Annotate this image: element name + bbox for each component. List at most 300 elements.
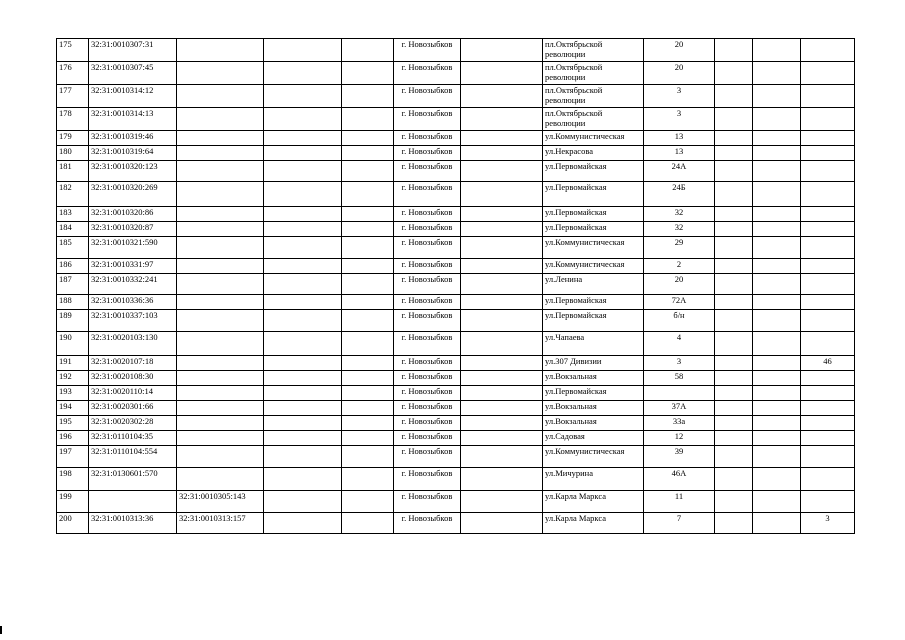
cadastral-number-cell: 32:31:0010320:269	[89, 182, 177, 207]
table-row	[57, 237, 855, 259]
row-number-cell: 175	[57, 39, 89, 62]
street-cell: ул.Чапаева	[543, 332, 644, 356]
empty-cell	[461, 237, 543, 259]
city-cell: г. Новозыбков	[394, 446, 461, 468]
empty-cell	[715, 207, 753, 222]
empty-cell	[753, 85, 801, 108]
city-cell: г. Новозыбков	[394, 222, 461, 237]
secondary-cadastral-number-cell: 32:31:0010313:157	[177, 513, 264, 534]
empty-cell	[461, 85, 543, 108]
apartment-number-cell	[801, 108, 855, 131]
row-number-cell: 184	[57, 222, 89, 237]
empty-cell	[264, 513, 342, 534]
cadastral-number-cell: 32:31:0010332:241	[89, 274, 177, 295]
city-cell: г. Новозыбков	[394, 371, 461, 386]
empty-cell	[715, 274, 753, 295]
street-cell: ул.Некрасова	[543, 146, 644, 161]
table-row	[57, 371, 855, 386]
empty-cell	[264, 108, 342, 131]
house-number-cell: 2	[644, 259, 715, 274]
empty-cell	[264, 371, 342, 386]
empty-cell	[715, 401, 753, 416]
empty-cell	[342, 108, 394, 131]
row-number-cell: 190	[57, 332, 89, 356]
city-cell: г. Новозыбков	[394, 491, 461, 513]
row-number-cell: 191	[57, 356, 89, 371]
empty-cell	[264, 401, 342, 416]
street-cell: ул.Вокзальная	[543, 416, 644, 431]
empty-cell	[715, 386, 753, 401]
empty-cell	[264, 274, 342, 295]
empty-cell	[461, 259, 543, 274]
table-row	[57, 310, 855, 332]
empty-cell	[753, 446, 801, 468]
street-cell: ул.307 Дивизии	[543, 356, 644, 371]
empty-cell	[461, 146, 543, 161]
street-cell: ул.Первомайская	[543, 295, 644, 310]
cadastral-number-cell: 32:31:0010320:86	[89, 207, 177, 222]
row-number-cell: 197	[57, 446, 89, 468]
empty-cell	[342, 356, 394, 371]
row-number-cell: 176	[57, 62, 89, 85]
empty-cell	[715, 491, 753, 513]
table-row	[57, 491, 855, 513]
street-cell: ул.Первомайская	[543, 182, 644, 207]
empty-cell	[461, 182, 543, 207]
table-row	[57, 146, 855, 161]
street-cell: ул.Мичурина	[543, 468, 644, 491]
apartment-number-cell	[801, 207, 855, 222]
registry-table	[56, 38, 855, 534]
row-number-cell: 195	[57, 416, 89, 431]
empty-cell	[461, 513, 543, 534]
empty-cell	[461, 446, 543, 468]
house-number-cell: 20	[644, 62, 715, 85]
empty-cell	[753, 386, 801, 401]
row-number-cell: 193	[57, 386, 89, 401]
house-number-cell: 12	[644, 431, 715, 446]
empty-cell	[342, 146, 394, 161]
city-cell: г. Новозыбков	[394, 108, 461, 131]
empty-cell	[715, 446, 753, 468]
row-number-cell: 186	[57, 259, 89, 274]
secondary-cadastral-number-cell	[177, 85, 264, 108]
empty-cell	[264, 491, 342, 513]
empty-cell	[461, 386, 543, 401]
empty-cell	[461, 468, 543, 491]
empty-cell	[342, 513, 394, 534]
empty-cell	[715, 39, 753, 62]
city-cell: г. Новозыбков	[394, 431, 461, 446]
secondary-cadastral-number-cell	[177, 295, 264, 310]
cadastral-number-cell: 32:31:0020103:130	[89, 332, 177, 356]
empty-cell	[753, 310, 801, 332]
table-row	[57, 85, 855, 108]
table-row	[57, 182, 855, 207]
empty-cell	[461, 222, 543, 237]
apartment-number-cell	[801, 131, 855, 146]
secondary-cadastral-number-cell	[177, 416, 264, 431]
city-cell: г. Новозыбков	[394, 274, 461, 295]
table-row	[57, 222, 855, 237]
cadastral-number-cell: 32:31:0010307:45	[89, 62, 177, 85]
secondary-cadastral-number-cell	[177, 356, 264, 371]
cadastral-number-cell: 32:31:0010313:36	[89, 513, 177, 534]
empty-cell	[264, 62, 342, 85]
empty-cell	[715, 108, 753, 131]
row-number-cell: 185	[57, 237, 89, 259]
empty-cell	[342, 131, 394, 146]
empty-cell	[715, 416, 753, 431]
apartment-number-cell	[801, 446, 855, 468]
house-number-cell: 33а	[644, 416, 715, 431]
apartment-number-cell	[801, 62, 855, 85]
empty-cell	[753, 332, 801, 356]
empty-cell	[753, 161, 801, 182]
empty-cell	[715, 182, 753, 207]
row-number-cell: 199	[57, 491, 89, 513]
apartment-number-cell	[801, 332, 855, 356]
row-number-cell: 192	[57, 371, 89, 386]
street-cell: ул.Первомайская	[543, 310, 644, 332]
house-number-cell: 20	[644, 39, 715, 62]
secondary-cadastral-number-cell	[177, 207, 264, 222]
street-cell: пл.Октябрьской революции	[543, 108, 644, 131]
empty-cell	[461, 161, 543, 182]
row-number-cell: 194	[57, 401, 89, 416]
table-row	[57, 259, 855, 274]
empty-cell	[715, 371, 753, 386]
row-number-cell: 183	[57, 207, 89, 222]
house-number-cell: 3	[644, 356, 715, 371]
table-row	[57, 332, 855, 356]
row-number-cell: 200	[57, 513, 89, 534]
cadastral-number-cell: 32:31:0010320:123	[89, 161, 177, 182]
secondary-cadastral-number-cell	[177, 446, 264, 468]
empty-cell	[753, 259, 801, 274]
table-row	[57, 274, 855, 295]
city-cell: г. Новозыбков	[394, 131, 461, 146]
apartment-number-cell	[801, 310, 855, 332]
cadastral-number-cell: 32:31:0010337:103	[89, 310, 177, 332]
empty-cell	[342, 332, 394, 356]
street-cell: ул.Первомайская	[543, 386, 644, 401]
house-number-cell: 29	[644, 237, 715, 259]
empty-cell	[264, 468, 342, 491]
street-cell: ул.Первомайская	[543, 222, 644, 237]
house-number-cell: 13	[644, 146, 715, 161]
empty-cell	[753, 274, 801, 295]
cadastral-number-cell	[89, 491, 177, 513]
street-cell: ул.Коммунистическая	[543, 446, 644, 468]
house-number-cell: 24Б	[644, 182, 715, 207]
row-number-cell: 187	[57, 274, 89, 295]
house-number-cell: 32	[644, 207, 715, 222]
secondary-cadastral-number-cell	[177, 237, 264, 259]
cadastral-number-cell: 32:31:0020302:28	[89, 416, 177, 431]
empty-cell	[715, 161, 753, 182]
empty-cell	[264, 416, 342, 431]
street-cell: ул.Ленина	[543, 274, 644, 295]
secondary-cadastral-number-cell	[177, 259, 264, 274]
empty-cell	[264, 146, 342, 161]
empty-cell	[715, 332, 753, 356]
cadastral-number-cell: 32:31:0020110:14	[89, 386, 177, 401]
empty-cell	[461, 371, 543, 386]
house-number-cell: 3	[644, 85, 715, 108]
row-number-cell: 178	[57, 108, 89, 131]
house-number-cell: 7	[644, 513, 715, 534]
apartment-number-cell	[801, 431, 855, 446]
table-row	[57, 446, 855, 468]
house-number-cell: 3	[644, 108, 715, 131]
empty-cell	[342, 468, 394, 491]
city-cell: г. Новозыбков	[394, 295, 461, 310]
empty-cell	[461, 274, 543, 295]
house-number-cell: 37А	[644, 401, 715, 416]
house-number-cell: 4	[644, 332, 715, 356]
apartment-number-cell	[801, 274, 855, 295]
house-number-cell: б/н	[644, 310, 715, 332]
empty-cell	[342, 431, 394, 446]
city-cell: г. Новозыбков	[394, 207, 461, 222]
empty-cell	[264, 259, 342, 274]
empty-cell	[753, 131, 801, 146]
apartment-number-cell	[801, 39, 855, 62]
cadastral-number-cell: 32:31:0010319:64	[89, 146, 177, 161]
empty-cell	[715, 222, 753, 237]
secondary-cadastral-number-cell	[177, 131, 264, 146]
empty-cell	[715, 85, 753, 108]
empty-cell	[342, 62, 394, 85]
cadastral-number-cell: 32:31:0010331:97	[89, 259, 177, 274]
city-cell: г. Новозыбков	[394, 182, 461, 207]
secondary-cadastral-number-cell	[177, 468, 264, 491]
table-row	[57, 62, 855, 85]
empty-cell	[753, 207, 801, 222]
apartment-number-cell	[801, 371, 855, 386]
house-number-cell	[644, 386, 715, 401]
empty-cell	[342, 39, 394, 62]
cadastral-number-cell: 32:31:0010320:87	[89, 222, 177, 237]
row-number-cell: 181	[57, 161, 89, 182]
secondary-cadastral-number-cell	[177, 222, 264, 237]
apartment-number-cell	[801, 386, 855, 401]
secondary-cadastral-number-cell: 32:31:0010305:143	[177, 491, 264, 513]
empty-cell	[461, 131, 543, 146]
apartment-number-cell	[801, 222, 855, 237]
house-number-cell: 20	[644, 274, 715, 295]
empty-cell	[342, 401, 394, 416]
street-cell: ул.Коммунистическая	[543, 259, 644, 274]
empty-cell	[715, 356, 753, 371]
empty-cell	[264, 295, 342, 310]
empty-cell	[342, 416, 394, 431]
street-cell: ул.Вокзальная	[543, 371, 644, 386]
house-number-cell: 32	[644, 222, 715, 237]
secondary-cadastral-number-cell	[177, 39, 264, 62]
cadastral-number-cell: 32:31:0020301:66	[89, 401, 177, 416]
empty-cell	[264, 222, 342, 237]
secondary-cadastral-number-cell	[177, 274, 264, 295]
street-cell: ул.Коммунистическая	[543, 131, 644, 146]
cadastral-number-cell: 32:31:0020107:18	[89, 356, 177, 371]
apartment-number-cell	[801, 259, 855, 274]
house-number-cell: 11	[644, 491, 715, 513]
empty-cell	[264, 446, 342, 468]
secondary-cadastral-number-cell	[177, 108, 264, 131]
page-edge-mark	[0, 626, 2, 634]
city-cell: г. Новозыбков	[394, 85, 461, 108]
empty-cell	[461, 491, 543, 513]
empty-cell	[264, 332, 342, 356]
empty-cell	[461, 295, 543, 310]
row-number-cell: 177	[57, 85, 89, 108]
empty-cell	[753, 468, 801, 491]
row-number-cell: 179	[57, 131, 89, 146]
apartment-number-cell	[801, 146, 855, 161]
secondary-cadastral-number-cell	[177, 401, 264, 416]
empty-cell	[715, 310, 753, 332]
city-cell: г. Новозыбков	[394, 62, 461, 85]
table-row	[57, 468, 855, 491]
cadastral-number-cell: 32:31:0130601:570	[89, 468, 177, 491]
city-cell: г. Новозыбков	[394, 39, 461, 62]
city-cell: г. Новозыбков	[394, 356, 461, 371]
apartment-number-cell: 3	[801, 513, 855, 534]
empty-cell	[342, 386, 394, 401]
apartment-number-cell	[801, 491, 855, 513]
empty-cell	[342, 182, 394, 207]
table-row	[57, 131, 855, 146]
secondary-cadastral-number-cell	[177, 386, 264, 401]
apartment-number-cell	[801, 401, 855, 416]
city-cell: г. Новозыбков	[394, 161, 461, 182]
empty-cell	[264, 85, 342, 108]
apartment-number-cell	[801, 182, 855, 207]
table-row	[57, 108, 855, 131]
empty-cell	[461, 207, 543, 222]
empty-cell	[342, 491, 394, 513]
empty-cell	[461, 356, 543, 371]
house-number-cell: 46А	[644, 468, 715, 491]
empty-cell	[342, 222, 394, 237]
table-row	[57, 161, 855, 182]
empty-cell	[715, 146, 753, 161]
empty-cell	[715, 62, 753, 85]
empty-cell	[753, 62, 801, 85]
street-cell: ул.Первомайская	[543, 207, 644, 222]
apartment-number-cell	[801, 85, 855, 108]
street-cell: ул.Коммунистическая	[543, 237, 644, 259]
empty-cell	[753, 513, 801, 534]
street-cell: ул.Карла Маркса	[543, 513, 644, 534]
city-cell: г. Новозыбков	[394, 401, 461, 416]
cadastral-number-cell: 32:31:0110104:35	[89, 431, 177, 446]
street-cell: пл.Октябрьской революции	[543, 62, 644, 85]
apartment-number-cell	[801, 237, 855, 259]
empty-cell	[715, 513, 753, 534]
empty-cell	[264, 431, 342, 446]
empty-cell	[461, 39, 543, 62]
empty-cell	[753, 401, 801, 416]
city-cell: г. Новозыбков	[394, 146, 461, 161]
empty-cell	[715, 237, 753, 259]
empty-cell	[753, 491, 801, 513]
secondary-cadastral-number-cell	[177, 371, 264, 386]
empty-cell	[715, 259, 753, 274]
empty-cell	[715, 295, 753, 310]
house-number-cell: 58	[644, 371, 715, 386]
street-cell: ул.Первомайская	[543, 161, 644, 182]
empty-cell	[753, 295, 801, 310]
empty-cell	[342, 371, 394, 386]
empty-cell	[461, 108, 543, 131]
table-row	[57, 431, 855, 446]
empty-cell	[342, 259, 394, 274]
street-cell: ул.Садовая	[543, 431, 644, 446]
empty-cell	[753, 39, 801, 62]
empty-cell	[461, 431, 543, 446]
cadastral-number-cell: 32:31:0010307:31	[89, 39, 177, 62]
cadastral-number-cell: 32:31:0010321:590	[89, 237, 177, 259]
street-cell: ул.Вокзальная	[543, 401, 644, 416]
row-number-cell: 196	[57, 431, 89, 446]
table-row	[57, 356, 855, 371]
empty-cell	[342, 274, 394, 295]
empty-cell	[753, 416, 801, 431]
empty-cell	[753, 356, 801, 371]
apartment-number-cell	[801, 295, 855, 310]
house-number-cell: 13	[644, 131, 715, 146]
house-number-cell: 39	[644, 446, 715, 468]
empty-cell	[264, 39, 342, 62]
apartment-number-cell	[801, 161, 855, 182]
secondary-cadastral-number-cell	[177, 332, 264, 356]
empty-cell	[753, 431, 801, 446]
street-cell: пл.Октябрьской революции	[543, 39, 644, 62]
secondary-cadastral-number-cell	[177, 146, 264, 161]
empty-cell	[461, 310, 543, 332]
empty-cell	[264, 237, 342, 259]
city-cell: г. Новозыбков	[394, 386, 461, 401]
table-row	[57, 39, 855, 62]
empty-cell	[753, 371, 801, 386]
street-cell: ул.Карла Маркса	[543, 491, 644, 513]
empty-cell	[264, 207, 342, 222]
secondary-cadastral-number-cell	[177, 310, 264, 332]
table-row	[57, 416, 855, 431]
empty-cell	[753, 237, 801, 259]
table-row	[57, 295, 855, 310]
empty-cell	[753, 108, 801, 131]
empty-cell	[264, 386, 342, 401]
house-number-cell: 72А	[644, 295, 715, 310]
empty-cell	[342, 310, 394, 332]
table-row	[57, 207, 855, 222]
table-row	[57, 513, 855, 534]
empty-cell	[342, 237, 394, 259]
empty-cell	[461, 332, 543, 356]
city-cell: г. Новозыбков	[394, 513, 461, 534]
cadastral-number-cell: 32:31:0010314:12	[89, 85, 177, 108]
secondary-cadastral-number-cell	[177, 182, 264, 207]
city-cell: г. Новозыбков	[394, 332, 461, 356]
city-cell: г. Новозыбков	[394, 259, 461, 274]
empty-cell	[461, 401, 543, 416]
house-number-cell: 24А	[644, 161, 715, 182]
cadastral-number-cell: 32:31:0010319:46	[89, 131, 177, 146]
